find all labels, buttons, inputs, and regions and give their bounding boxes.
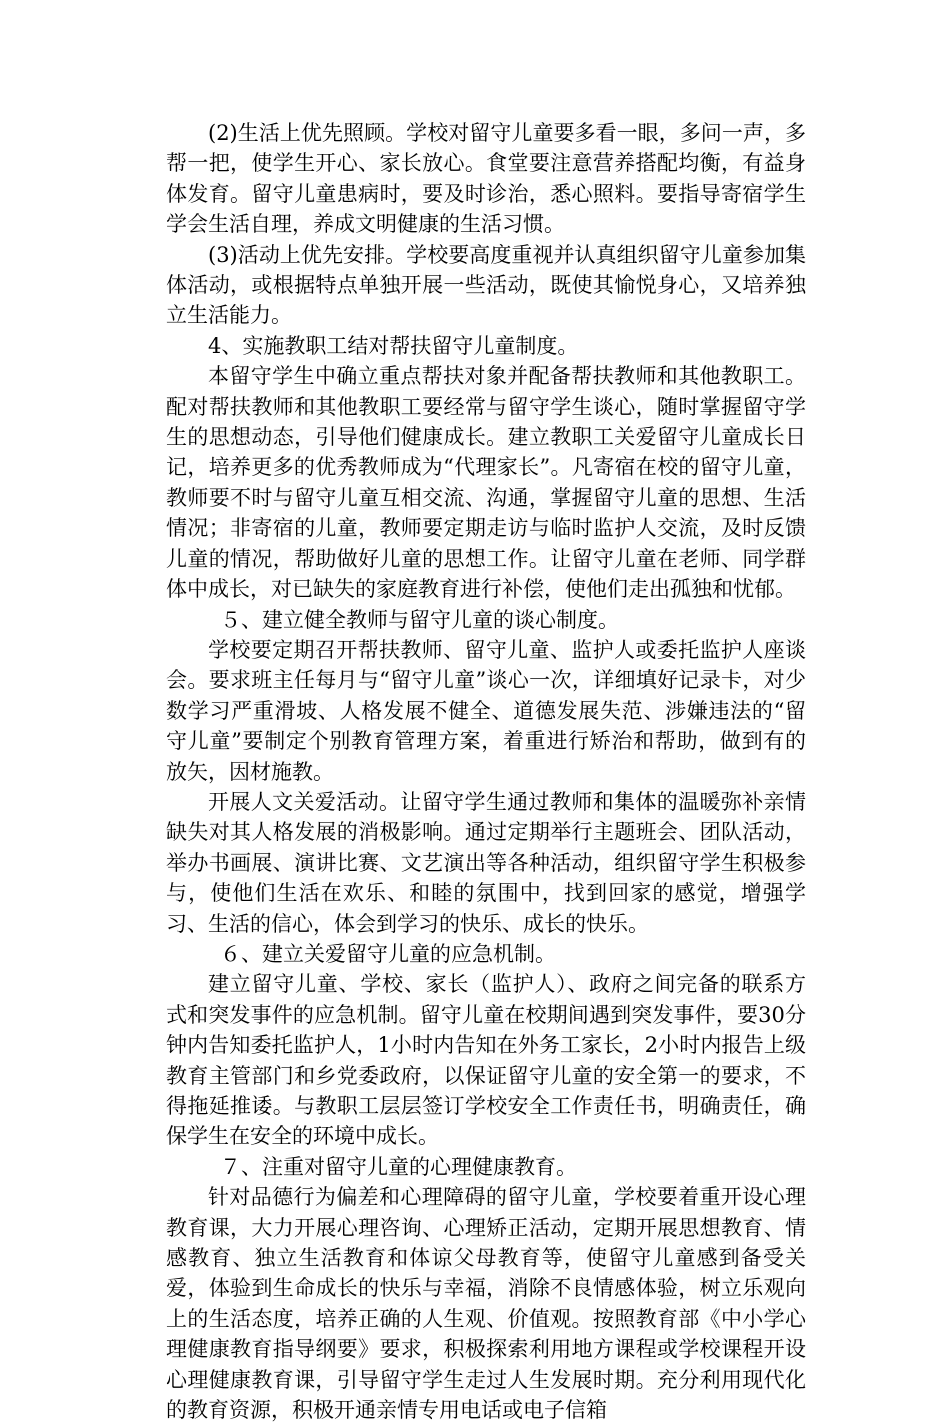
body-paragraph: 学校要定期召开帮扶教师、留守儿童、监护人或委托监护人座谈会。要求班主任每月与“留守儿童”谈心一次，详细填好记录卡，对少数学习严重滑坡、人格发展不健全、道德发展失范、涉嫌违法的“留守儿童”要制定个别教育管理方案，着重进行矫治和帮助，做到有的放矢，因材施教。 (166, 637, 806, 784)
body-paragraph: 开展人文关爱活动。让留守学生通过教师和集体的温暖弥补亲情缺失对其人格发展的消极影响。通过定期举行主题班会、团队活动，举办书画展、演讲比赛、文艺演出等各种活动，组织留守学生积极参与，使他们生活在欢乐、和睦的氛围中，找到回家的感觉，增强学习、生活的信心，体会到学习的快乐、成长的快乐。 (166, 789, 806, 936)
body-paragraph: (2)生活上优先照顾。学校对留守儿童要多看一眼，多问一声，多帮一把，使学生开心、家长放心。食堂要注意营养搭配均衡，有益身体发育。留守儿童患病时，要及时诊治，悉心照料。要指导寄宿学生学会生活自理，养成文明健康的生活习惯。 (166, 121, 806, 237)
body-paragraph: (3)活动上优先安排。学校要高度重视并认真组织留守儿童参加集体活动，或根据特点单独开展一些活动，既使其愉悦身心，又培养独立生活能力。 (166, 242, 806, 328)
section-heading: ７、注重对留守儿童的心理健康教育。 (220, 1154, 577, 1179)
body-paragraph: 针对品德行为偏差和心理障碍的留守儿童，学校要着重开设心理教育课，大力开展心理咨询、心理矫正活动，定期开展思想教育、情感教育、独立生活教育和体谅父母教育等，使留守儿童感到备受关爱，体验到生命成长的快乐与幸福，消除不良情感体验，树立乐观向上的生活态度，培养正确的人生观、价值观。按照教育部《中小学心理健康教育指导纲要》要求，积极探索利用地方课程或学校课程开设心理健康教育课，引导留守学生走过人生发展时期。充分利用现代化的教育资源，积极开通亲情专用电话或电子信箱 (166, 1185, 806, 1423)
body-paragraph: 4、实施教职工结对帮扶留守儿童制度。 (208, 333, 579, 358)
section-heading: ５、建立健全教师与留守儿童的谈心制度。 (220, 607, 619, 632)
body-paragraph: 建立留守儿童、学校、家长（监护人）、政府之间完备的联系方式和突发事件的应急机制。留守儿童在校期间遇到突发事件，要30分钟内告知委托监护人，1小时内告知在外务工家长，2小时内报告上级教育主管部门和乡党委政府，以保证留守儿童的安全第一的要求，不得拖延推诿。与教职工层层签订学校安全工作责任书，明确责任，确保学生在安全的环境中成长。 (166, 972, 806, 1149)
section-heading: ６、建立关爱留守儿童的应急机制。 (220, 941, 556, 966)
document-page (166, 118, 806, 1425)
body-paragraph: 本留守学生中确立重点帮扶对象并配备帮扶教师和其他教职工。配对帮扶教师和其他教职工要经常与留守学生谈心，随时掌握留守学生的思想动态，引导他们健康成长。建立教职工关爱留守儿童成长日记，培养更多的优秀教师成为“代理家长”。凡寄宿在校的留守儿童，教师要不时与留守儿童互相交流、沟通，掌握留守儿童的思想、生活情况；非寄宿的儿童，教师要定期走访与临时监护人交流，及时反馈儿童的情况，帮助做好儿童的思想工作。让留守儿童在老师、同学群体中成长，对已缺失的家庭教育进行补偿，使他们走出孤独和忧郁。 (166, 364, 806, 602)
